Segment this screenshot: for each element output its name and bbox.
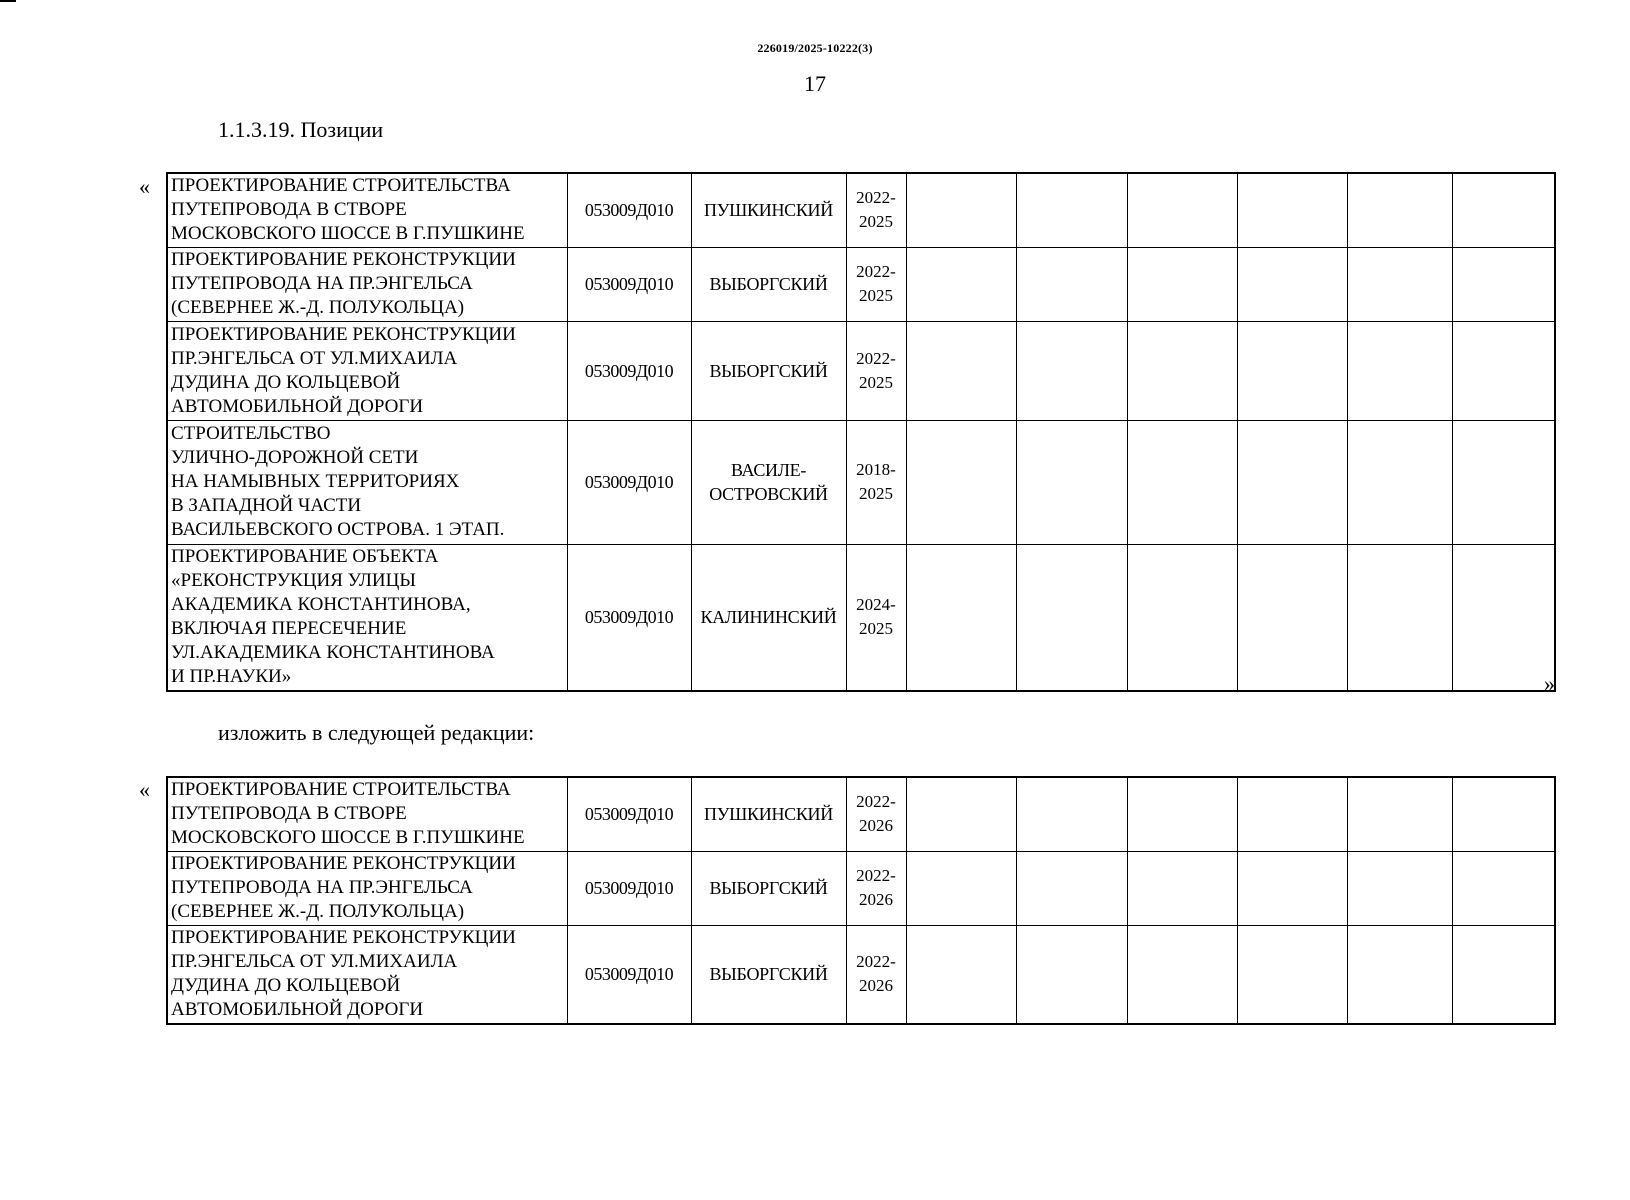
scan-edge-mark [0,0,16,2]
empty-cell [1016,173,1127,247]
empty-cell [1016,925,1127,1024]
empty-cell [906,247,1016,321]
empty-cell [1452,777,1555,851]
object-code: 053009Д010 [567,173,691,247]
empty-cell [906,544,1016,691]
table-row [167,851,1555,925]
empty-cell [1237,247,1347,321]
period: 2022- 2025 [846,247,906,321]
empty-cell [1237,321,1347,420]
object-code: 053009Д010 [567,777,691,851]
empty-cell [1127,321,1237,420]
empty-cell [1347,544,1452,691]
positions-table-revised [166,776,1556,1025]
object-name: ПРОЕКТИРОВАНИЕ СТРОИТЕЛЬСТВА ПУТЕПРОВОДА В СТВОРЕ МОСКОВСКОГО ШОССЕ В Г.ПУШКИНЕ [167,173,567,247]
empty-cell [1452,544,1555,691]
empty-cell [1016,247,1127,321]
object-code: 053009Д010 [567,321,691,420]
district: ВЫБОРГСКИЙ [691,247,846,321]
empty-cell [1237,777,1347,851]
empty-cell [1127,777,1237,851]
district: ВЫБОРГСКИЙ [691,851,846,925]
empty-cell [1237,173,1347,247]
empty-cell [1452,173,1555,247]
empty-cell [1127,851,1237,925]
empty-cell [1016,777,1127,851]
table-row [167,247,1555,321]
table-row [167,777,1555,851]
closing-quote: » [1544,671,1555,696]
period: 2024- 2025 [846,544,906,691]
district: КАЛИНИНСКИЙ [691,544,846,691]
period: 2018- 2025 [846,420,906,544]
object-name: СТРОИТЕЛЬСТВО УЛИЧНО-ДОРОЖНОЙ СЕТИ НА НАМЫВНЫХ ТЕРРИТОРИЯХ В ЗАПАДНОЙ ЧАСТИ ВАСИЛЬЕВСКОГО ОСТРОВА. 1 ЭТАП. [167,420,567,544]
empty-cell [1237,925,1347,1024]
empty-cell [1452,321,1555,420]
empty-cell [906,173,1016,247]
table-row [167,420,1555,544]
empty-cell [1347,851,1452,925]
period: 2022- 2026 [846,925,906,1024]
section-heading: 1.1.3.19. Позиции [218,117,384,142]
empty-cell [1127,247,1237,321]
empty-cell [1016,321,1127,420]
empty-cell [1016,420,1127,544]
object-code: 053009Д010 [567,851,691,925]
period: 2022- 2026 [846,777,906,851]
empty-cell [1016,544,1127,691]
empty-cell [1452,247,1555,321]
period: 2022- 2025 [846,321,906,420]
empty-cell [1237,420,1347,544]
object-name: ПРОЕКТИРОВАНИЕ ОБЪЕКТА «РЕКОНСТРУКЦИЯ УЛИЦЫ АКАДЕМИКА КОНСТАНТИНОВА, ВКЛЮЧАЯ ПЕРЕСЕЧЕНИЕ УЛ.АКАДЕМИКА КОНСТАНТИНОВА И ПР.НАУКИ» [167,544,567,691]
object-code: 053009Д010 [567,420,691,544]
object-name: ПРОЕКТИРОВАНИЕ РЕКОНСТРУКЦИИ ПР.ЭНГЕЛЬСА ОТ УЛ.МИХАИЛА ДУДИНА ДО КОЛЬЦЕВОЙ АВТОМОБИЛЬНОЙ ДОРОГИ [167,321,567,420]
document-number: 226019/2025-10222(3) [757,41,873,55]
empty-cell [1347,173,1452,247]
empty-cell [1127,173,1237,247]
object-name: ПРОЕКТИРОВАНИЕ РЕКОНСТРУКЦИИ ПУТЕПРОВОДА НА ПР.ЭНГЕЛЬСА (СЕВЕРНЕЕ Ж.-Д. ПОЛУКОЛЬЦА) [167,247,567,321]
object-name: ПРОЕКТИРОВАНИЕ СТРОИТЕЛЬСТВА ПУТЕПРОВОДА В СТВОРЕ МОСКОВСКОГО ШОССЕ В Г.ПУШКИНЕ [167,777,567,851]
page-number: 17 [804,71,826,96]
period: 2022- 2026 [846,851,906,925]
district: ВЫБОРГСКИЙ [691,925,846,1024]
table-row [167,925,1555,1024]
table-row [167,544,1555,691]
table-row [167,321,1555,420]
empty-cell [1452,925,1555,1024]
empty-cell [1452,851,1555,925]
positions-table-current [166,172,1556,692]
period: 2022- 2025 [846,173,906,247]
empty-cell [906,925,1016,1024]
empty-cell [1016,851,1127,925]
opening-quote: « [139,174,150,199]
empty-cell [906,851,1016,925]
empty-cell [1127,544,1237,691]
empty-cell [1237,544,1347,691]
district: ВАСИЛЕ- ОСТРОВСКИЙ [691,420,846,544]
object-code: 053009Д010 [567,247,691,321]
empty-cell [906,420,1016,544]
amendment-intro: изложить в следующей редакции: [218,720,535,745]
opening-quote: « [139,777,150,802]
empty-cell [1452,420,1555,544]
empty-cell [1347,777,1452,851]
object-name: ПРОЕКТИРОВАНИЕ РЕКОНСТРУКЦИИ ПР.ЭНГЕЛЬСА ОТ УЛ.МИХАИЛА ДУДИНА ДО КОЛЬЦЕВОЙ АВТОМОБИЛЬНОЙ ДОРОГИ [167,925,567,1024]
object-code: 053009Д010 [567,544,691,691]
district: ВЫБОРГСКИЙ [691,321,846,420]
object-name: ПРОЕКТИРОВАНИЕ РЕКОНСТРУКЦИИ ПУТЕПРОВОДА НА ПР.ЭНГЕЛЬСА (СЕВЕРНЕЕ Ж.-Д. ПОЛУКОЛЬЦА) [167,851,567,925]
empty-cell [1347,420,1452,544]
district: ПУШКИНСКИЙ [691,173,846,247]
empty-cell [906,777,1016,851]
empty-cell [1237,851,1347,925]
empty-cell [1127,925,1237,1024]
object-code: 053009Д010 [567,925,691,1024]
empty-cell [1127,420,1237,544]
empty-cell [1347,321,1452,420]
table-row [167,173,1555,247]
empty-cell [1347,247,1452,321]
empty-cell [1347,925,1452,1024]
district: ПУШКИНСКИЙ [691,777,846,851]
empty-cell [906,321,1016,420]
